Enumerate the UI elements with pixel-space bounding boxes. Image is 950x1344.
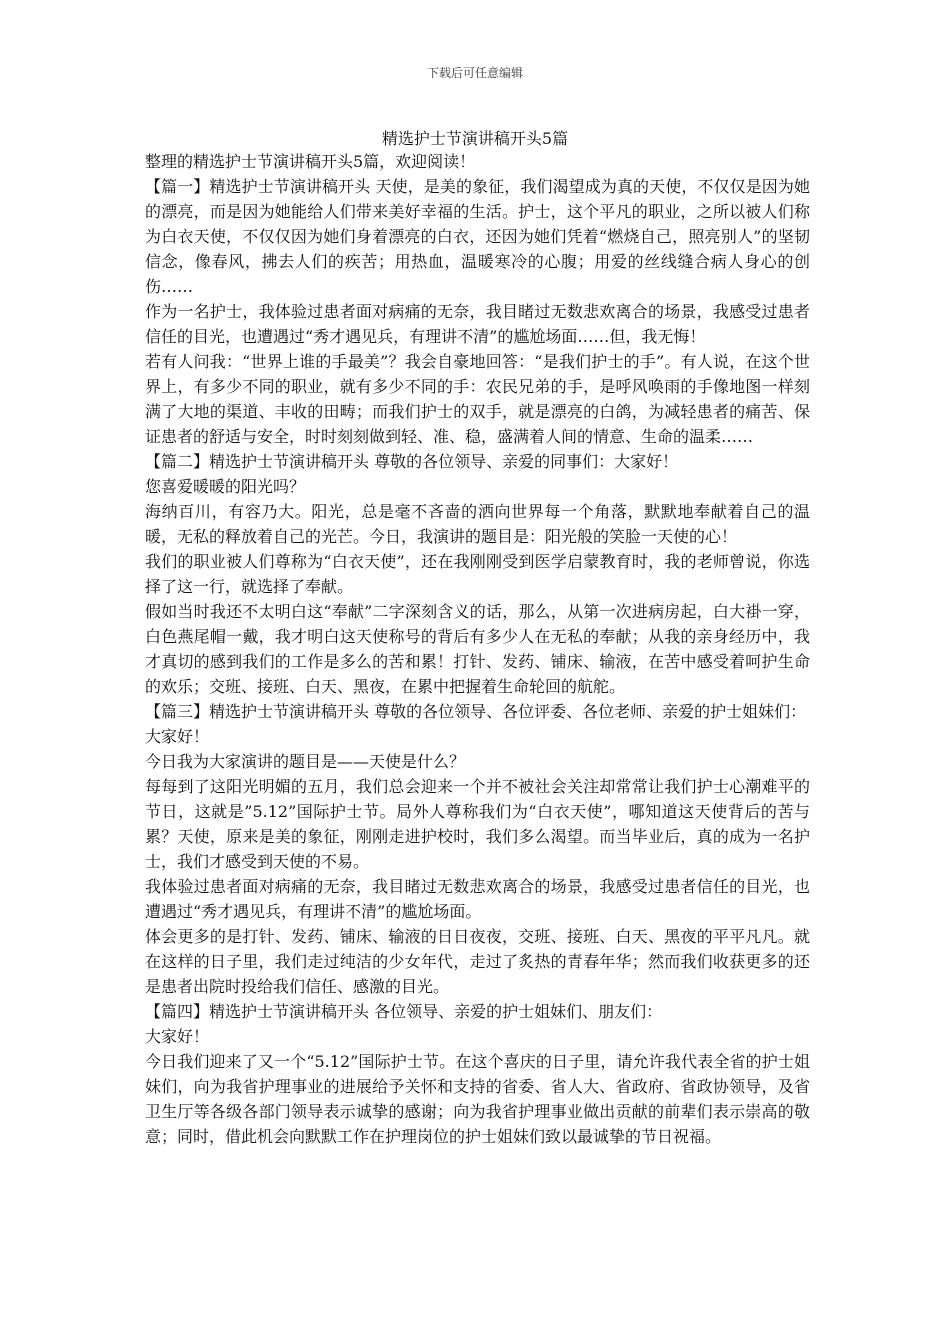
paragraph: 假如当时我还不太明白这“奉献”二字深刻含义的话，那么，从第一次进病房起，白大褂一穿，白色燕尾帽一戴，我才明白这天使称号的背后有多少人在无私的奉献；从我的亲身经历中，我才真切的感到我们的工作是多么的苦和累！打针、发药、铺床、输液，在苦中感受着呵护生命的欢乐；交班、接班、白天、黑夜，在累中把握着生命轮回的航舵。 <box>145 602 810 696</box>
paragraph: 您喜爱暖暖的阳光吗？ <box>145 477 306 496</box>
paragraph: 大家好！ <box>145 1027 210 1046</box>
paragraph-section-3-opening: 【篇三】精选护士节演讲稿开头 尊敬的各位领导、各位评委、各位老师、亲爱的护士姐妹们： <box>145 702 807 721</box>
page-header: 下载后可任意编辑 <box>426 66 523 80</box>
paragraph: 今日我为大家演讲的题目是——天使是什么？ <box>145 752 466 771</box>
paragraph-intro: 整理的精选护士节演讲稿开头5篇，欢迎阅读！ <box>145 152 476 171</box>
paragraph: 我体验过患者面对病痛的无奈，我目睹过无数悲欢离合的场景，我感受过患者信任的目光，也遭遇过“秀才遇见兵，有理讲不清”的尴尬场面。 <box>145 877 810 921</box>
paragraph: 我们的职业被人们尊称为“白衣天使”，还在我刚刚受到医学启蒙教育时，我的老师曾说，你选择了这一行，就选择了奉献。 <box>145 552 810 596</box>
paragraph: 体会更多的是打针、发药、铺床、输液的日日夜夜，交班、接班、白天、黑夜的平平凡凡。就在这样的日子里，我们走过纯洁的少女年代，走过了炙热的青春年华；然而我们收获更多的还是患者出院时投给我们信任、感激的目光。 <box>145 927 810 996</box>
paragraph: 作为一名护士，我体验过患者面对病痛的无奈，我目睹过无数悲欢离合的场景，我感受过患者信任的目光，也遭遇过“秀才遇见兵，有理讲不清”的尴尬场面……但，我无悔！ <box>145 302 810 346</box>
paragraph: 海纳百川，有容乃大。阳光，总是毫不吝啬的洒向世界每一个角落，默默地奉献着自己的温暖，无私的释放着自己的光芒。今日，我演讲的题目是：阳光般的笑脸一天使的心！ <box>145 502 810 546</box>
document-title: 精选护士节演讲稿开头5篇 <box>381 129 569 148</box>
paragraph-section-1-opening: 【篇一】精选护士节演讲稿开头 天使，是美的象征，我们渴望成为真的天使，不仅仅是因为她的漂亮，而是因为她能给人们带来美好幸福的生活。护士，这个平凡的职业，之所以被人们称为白衣天使，不仅仅因为她们身着漂亮的白衣，还因为她们凭着“燃烧自己，照亮别人”的坚韧信念，像春风，拂去人们的疾苦；用热血，温暖寒冷的心腹；用爱的丝线缝合病人身心的创伤…… <box>145 177 810 296</box>
document-body <box>145 149 810 1149</box>
paragraph: 每每到了这阳光明媚的五月，我们总会迎来一个并不被社会关注却常常让我们护士心潮难平的节日，这就是”5.12”国际护士节。局外人尊称我们为“白衣天使”，哪知道这天使背后的苦与累？天使，原来是美的象征，刚刚走进护校时，我们多么渴望。而当毕业后，真的成为一名护士，我们才感受到天使的不易。 <box>145 777 810 871</box>
paragraph: 若有人问我：“世界上谁的手最美”？我会自豪地回答：“是我们护士的手”。有人说，在这个世界上，有多少不同的职业，就有多少不同的手：农民兄弟的手，是呼风唤雨的手像地图一样刻满了大地的渠道、丰收的田畴；而我们护士的双手，就是漂亮的白鸽，为减轻患者的痛苦、保证患者的舒适与安全，时时刻刻做到轻、准、稳，盛满着人间的情意、生命的温柔…… <box>145 352 810 446</box>
paragraph-section-2-opening: 【篇二】精选护士节演讲稿开头 尊敬的各位领导、亲爱的同事们：大家好！ <box>145 452 679 471</box>
paragraph-section-4-opening: 【篇四】精选护士节演讲稿开头 各位领导、亲爱的护士姐妹们、朋友们： <box>145 1002 663 1021</box>
paragraph: 今日我们迎来了又一个“5.12”国际护士节。在这个喜庆的日子里，请允许我代表全省的护士姐妹们，向为我省护理事业的进展给予关怀和支持的省委、省人大、省政府、省政协领导，及省卫生厅等各级各部门领导表示诚挚的感谢；向为我省护理事业做出贡献的前辈们表示崇高的敬意；同时，借此机会向默默工作在护理岗位的护士姐妹们致以最诚挚的节日祝福。 <box>145 1052 810 1146</box>
paragraph: 大家好！ <box>145 727 210 746</box>
